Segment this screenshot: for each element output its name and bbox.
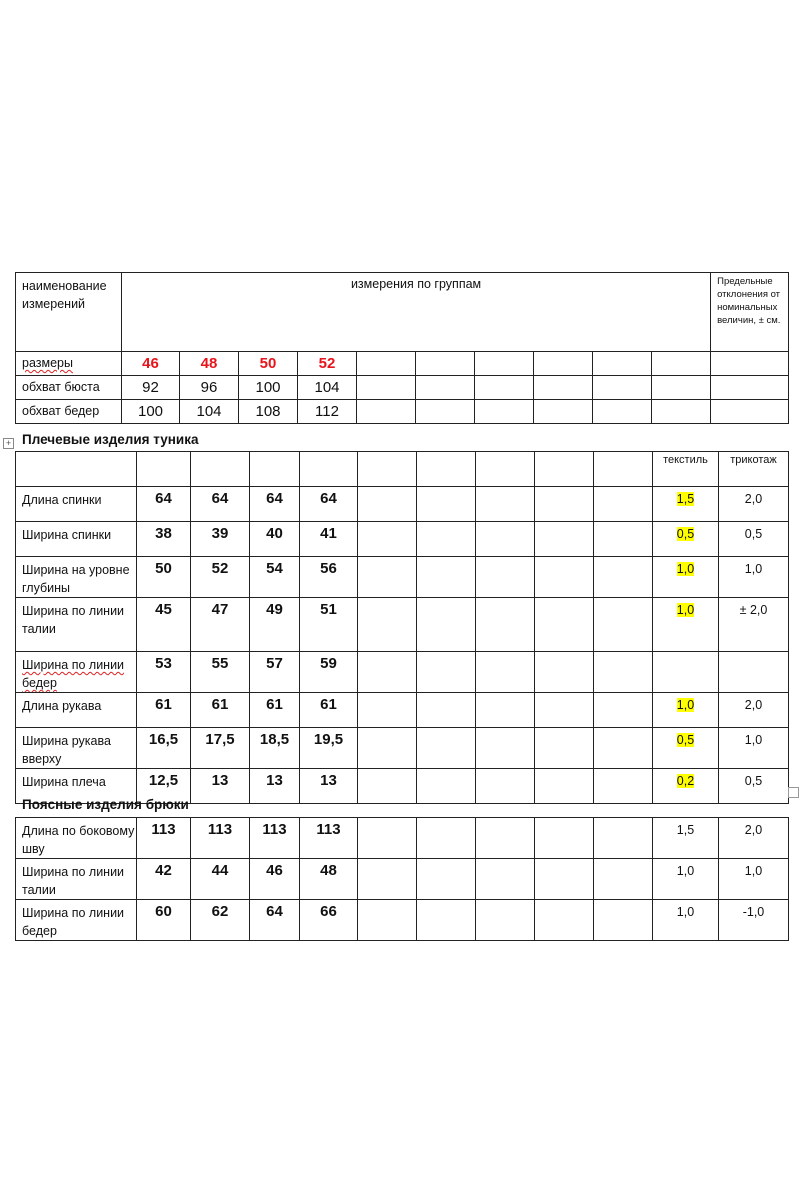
textile-tolerance [653, 487, 719, 522]
empty-cell [358, 598, 417, 652]
size-value: 48 [300, 859, 358, 900]
size-value: 18,5 [250, 728, 300, 769]
size-50: 50 [239, 352, 298, 376]
empty-cell [535, 522, 594, 557]
knit-tolerance: -1,0 [719, 900, 789, 941]
size-value: 13 [191, 769, 250, 804]
textile-tolerance [653, 818, 719, 859]
empty-cell [594, 557, 653, 598]
textile-tolerance-value: 1,5 [676, 823, 695, 837]
bust-value: 100 [239, 376, 298, 400]
empty-cell [358, 900, 417, 941]
size-value: 13 [300, 769, 358, 804]
row-label [16, 557, 137, 598]
knit-tolerance: 0,5 [719, 522, 789, 557]
empty-cell [358, 818, 417, 859]
table-row [16, 598, 789, 652]
knit-tolerance: 2,0 [719, 818, 789, 859]
size-value: 64 [137, 487, 191, 522]
table-row [16, 557, 789, 598]
textile-column-header: текстиль [653, 452, 719, 487]
textile-tolerance-value: 1,0 [676, 698, 695, 712]
textile-tolerance-value: 1,0 [676, 905, 695, 919]
empty-cell [594, 522, 653, 557]
table-resize-handle-icon[interactable] [788, 787, 799, 798]
size-value: 46 [250, 859, 300, 900]
textile-tolerance [653, 693, 719, 728]
size-value: 16,5 [137, 728, 191, 769]
empty-cell [594, 487, 653, 522]
textile-tolerance [653, 728, 719, 769]
textile-tolerance-value: 0,5 [676, 527, 695, 541]
row-label [16, 693, 137, 728]
empty-cell [358, 728, 417, 769]
knit-tolerance [719, 652, 789, 693]
table-row [16, 728, 789, 769]
sizes-label: размеры [16, 352, 122, 376]
hips-value: 108 [239, 400, 298, 424]
size-value: 64 [300, 487, 358, 522]
empty-cell [476, 859, 535, 900]
textile-tolerance-value: 0,2 [676, 774, 695, 788]
empty-cell [417, 900, 476, 941]
empty-cell [417, 487, 476, 522]
empty-cell [476, 728, 535, 769]
empty-cell [535, 487, 594, 522]
row-label [16, 598, 137, 652]
size-value: 52 [191, 557, 250, 598]
size-value: 113 [250, 818, 300, 859]
empty-cell [594, 900, 653, 941]
row-label-text: Длина спинки [22, 493, 102, 507]
size-value: 57 [250, 652, 300, 693]
hips-value: 100 [122, 400, 180, 424]
row-label-text: Ширина спинки [22, 528, 112, 542]
empty-cell [476, 652, 535, 693]
row-label-text: Длина рукава [22, 699, 102, 713]
empty-cell [594, 818, 653, 859]
knit-tolerance: ± 2,0 [719, 598, 789, 652]
row-label [16, 818, 137, 859]
row-label [16, 652, 137, 693]
knit-tolerance: 2,0 [719, 487, 789, 522]
empty-cell [594, 728, 653, 769]
tunic-table [15, 451, 789, 804]
size-value: 49 [250, 598, 300, 652]
table-row [16, 652, 789, 693]
hips-label: обхват бедер [16, 400, 122, 424]
empty-cell [535, 652, 594, 693]
textile-tolerance [653, 652, 719, 693]
textile-tolerance [653, 859, 719, 900]
empty-cell [476, 900, 535, 941]
empty-cell [358, 652, 417, 693]
size-value: 64 [250, 487, 300, 522]
bust-value: 92 [122, 376, 180, 400]
size-value: 61 [137, 693, 191, 728]
trousers-section-title: Поясные изделия брюки [22, 797, 189, 812]
empty-cell [476, 557, 535, 598]
table-move-handle-icon[interactable]: + [3, 438, 14, 449]
size-value: 64 [191, 487, 250, 522]
size-value: 38 [137, 522, 191, 557]
size-value: 19,5 [300, 728, 358, 769]
size-value: 61 [250, 693, 300, 728]
textile-tolerance [653, 522, 719, 557]
empty-cell [358, 769, 417, 804]
empty-cell [417, 859, 476, 900]
textile-tolerance-value: 1,0 [676, 562, 695, 576]
empty-cell [535, 900, 594, 941]
row-label [16, 900, 137, 941]
empty-cell [476, 769, 535, 804]
empty-cell [594, 598, 653, 652]
empty-cell [535, 728, 594, 769]
empty-cell [417, 769, 476, 804]
empty-cell [417, 818, 476, 859]
size-value: 45 [137, 598, 191, 652]
empty-cell [594, 652, 653, 693]
size-value: 61 [300, 693, 358, 728]
textile-tolerance-value: 1,5 [676, 492, 695, 506]
empty-cell [417, 598, 476, 652]
textile-tolerance-value: 1,0 [676, 603, 695, 617]
empty-cell [358, 522, 417, 557]
tunic-section-title: Плечевые изделия туника [22, 432, 199, 447]
empty-cell [358, 557, 417, 598]
empty-cell [476, 522, 535, 557]
size-value: 40 [250, 522, 300, 557]
size-value: 61 [191, 693, 250, 728]
size-value: 54 [250, 557, 300, 598]
row-label-text: Ширина плеча [22, 775, 106, 789]
empty-cell [417, 522, 476, 557]
size-value: 62 [191, 900, 250, 941]
size-value: 60 [137, 900, 191, 941]
empty-cell [358, 693, 417, 728]
size-value: 113 [191, 818, 250, 859]
row-label [16, 522, 137, 557]
size-value: 66 [300, 900, 358, 941]
row-label-text: Ширина рукава вверху [22, 734, 111, 766]
size-value: 41 [300, 522, 358, 557]
tolerance-header: Предельные отклонения от номинальных величин, ± см. [711, 273, 789, 352]
size-value: 39 [191, 522, 250, 557]
empty-cell [535, 769, 594, 804]
size-46: 46 [122, 352, 180, 376]
size-value: 17,5 [191, 728, 250, 769]
size-value: 56 [300, 557, 358, 598]
textile-tolerance [653, 900, 719, 941]
row-label-text: Длина по боковому шву [22, 824, 135, 856]
empty-cell [358, 487, 417, 522]
size-value: 59 [300, 652, 358, 693]
row-label-text: Ширина по линии талии [22, 604, 125, 636]
empty-cell [594, 693, 653, 728]
size-52: 52 [298, 352, 357, 376]
knit-tolerance: 1,0 [719, 859, 789, 900]
row-label-text: Ширина на уровне глубины [22, 563, 130, 595]
table-row [16, 693, 789, 728]
size-value: 51 [300, 598, 358, 652]
row-label [16, 487, 137, 522]
row-label-text: Ширина по линии бедер [22, 658, 125, 690]
size-value: 55 [191, 652, 250, 693]
empty-cell [476, 487, 535, 522]
bust-value: 104 [298, 376, 357, 400]
knit-tolerance: 0,5 [719, 769, 789, 804]
empty-cell [594, 769, 653, 804]
measurements-header-table [15, 272, 789, 424]
textile-tolerance-value: 0,5 [676, 733, 695, 747]
knit-tolerance: 1,0 [719, 728, 789, 769]
row-label [16, 728, 137, 769]
row-label-text: Ширина по линии бедер [22, 906, 125, 938]
knit-tolerance: 1,0 [719, 557, 789, 598]
trousers-table [15, 817, 789, 941]
tunic-rows [16, 487, 789, 804]
empty-cell [535, 818, 594, 859]
table-row [16, 522, 789, 557]
empty-cell [535, 557, 594, 598]
empty-cell [594, 859, 653, 900]
size-value: 13 [250, 769, 300, 804]
empty-cell [535, 598, 594, 652]
trousers-rows [16, 818, 789, 941]
size-value: 113 [300, 818, 358, 859]
empty-cell [417, 728, 476, 769]
empty-cell [476, 818, 535, 859]
size-value: 12,5 [137, 769, 191, 804]
textile-tolerance [653, 598, 719, 652]
bust-value: 96 [180, 376, 239, 400]
knit-tolerance: 2,0 [719, 693, 789, 728]
size-value: 47 [191, 598, 250, 652]
size-value: 42 [137, 859, 191, 900]
size-value: 44 [191, 859, 250, 900]
empty-cell [417, 652, 476, 693]
empty-cell [417, 693, 476, 728]
size-value: 50 [137, 557, 191, 598]
table-row [16, 818, 789, 859]
empty-cell [535, 693, 594, 728]
size-value: 64 [250, 900, 300, 941]
size-value: 53 [137, 652, 191, 693]
textile-tolerance [653, 557, 719, 598]
group-measurements-header: измерения по группам [122, 273, 711, 352]
textile-tolerance-value: 1,0 [676, 864, 695, 878]
row-label-text: Ширина по линии талии [22, 865, 125, 897]
table-row [16, 900, 789, 941]
table-row [16, 859, 789, 900]
table-row [16, 487, 789, 522]
hips-value: 104 [180, 400, 239, 424]
empty-cell [476, 693, 535, 728]
empty-cell [358, 859, 417, 900]
measurement-name-header: наименование измерений [16, 273, 122, 352]
textile-tolerance [653, 769, 719, 804]
hips-value: 112 [298, 400, 357, 424]
empty-cell [535, 859, 594, 900]
row-label [16, 859, 137, 900]
bust-label: обхват бюста [16, 376, 122, 400]
empty-cell [417, 557, 476, 598]
size-48: 48 [180, 352, 239, 376]
empty-cell [476, 598, 535, 652]
knit-column-header: трикотаж [719, 452, 789, 487]
size-value: 113 [137, 818, 191, 859]
